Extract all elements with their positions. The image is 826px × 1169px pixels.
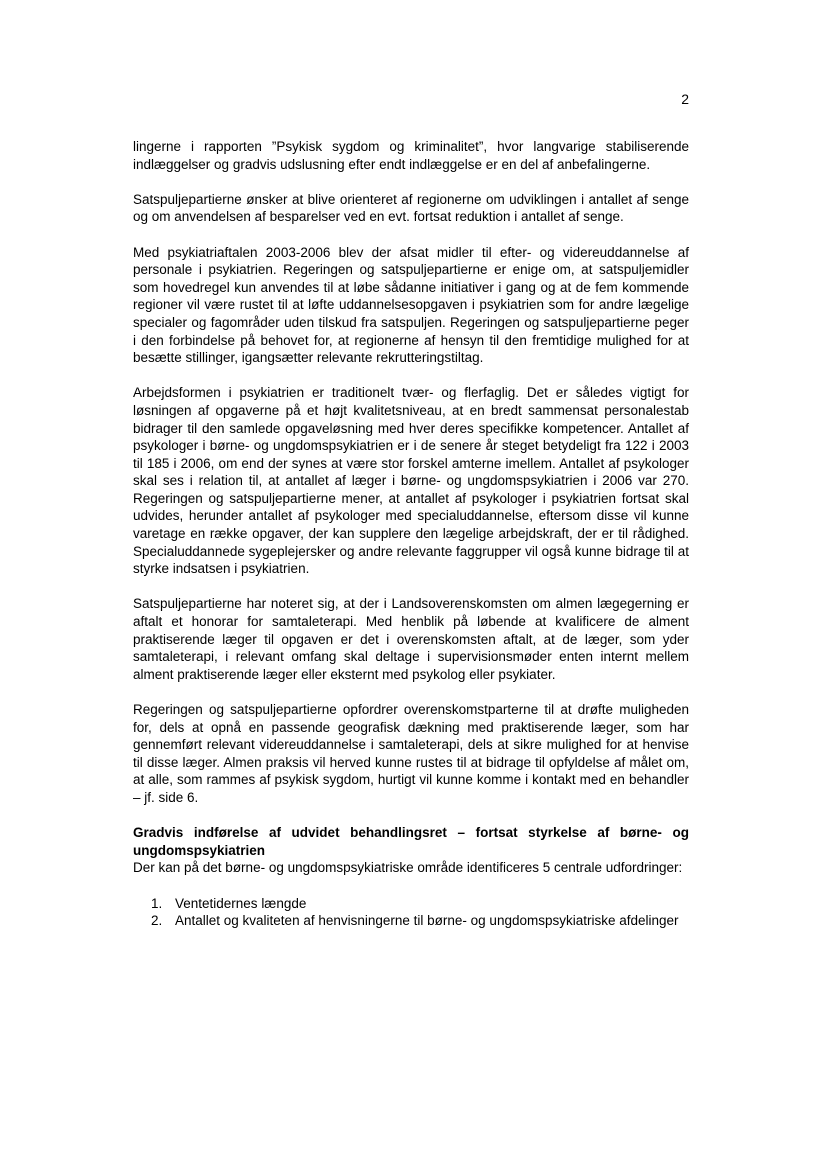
paragraph-5: Satspuljepartierne har noteret sig, at der i Landsoverenskomsten om almen lægegerning er aftalt et honorar for samtaleterapi. Med henblik på løbende at kvalificere de alment praktiserende læger til opgaven er det i overenskomsten aftalt, at de læger, som yder samtaleterapi, i relevant omfang skal deltage i supervisionsmøder enten internt mellem alment praktiserende læger eller eksternt med psykolog eller psykiater. bbox=[133, 596, 689, 682]
document-body bbox=[133, 138, 689, 930]
challenges-list bbox=[133, 895, 689, 930]
section-intro: Der kan på det børne- og ungdomspsykiatriske område identificeres 5 centrale udfordringer: bbox=[133, 860, 683, 876]
section-heading: Gradvis indførelse af udvidet behandlingsret – fortsat styrkelse af børne- og ungdomspsykiatrien bbox=[133, 825, 689, 858]
document-page bbox=[133, 0, 689, 1169]
list-item-number: 2. bbox=[151, 913, 163, 929]
list-item-text: Ventetidernes længde bbox=[175, 895, 307, 911]
paragraph-6: Regeringen og satspuljepartierne opfordrer overenskomstparterne til at drøfte muligheden for, dels at opnå en passende geografisk dækning med praktiserende læger, som har gennemført relevant videreuddannelse i samtaleterapi, dels at sikre mulighed for at henvise til disse læger. Almen praksis vil herved kunne rustes til at bidrage til opfyldelse af målet om, at alle, som rammes af psykisk sygdom, hurtigt vil kunne komme i kontakt med en behandler – jf. side 6. bbox=[133, 702, 689, 805]
paragraph-4: Arbejdsformen i psykiatrien er traditionelt tvær- og flerfaglig. Det er således vigtigt for løsningen af opgaverne på et højt kvalitetsniveau, at en bredt sammensat personalestab bidrager til den samlede opgaveløsning med hver deres specifikke kompetencer. Antallet af psykologer i børne- og ungdomspsykiatrien er i de senere år steget betydeligt fra 122 i 2003 til 185 i 2006, om end der synes at være stor forskel amterne imellem. Antallet af psykologer skal ses i relation til, at antallet af læger i børne- og ungdomspsykiatrien i 2006 var 270. Regeringen og satspuljepartierne mener, at antallet af psykologer i psykiatrien fortsat skal udvides, herunder antallet af psykologer med specialuddannelse, eftersom disse vil kunne varetage en række opgaver, der kan supplere den lægelige arbejdskraft, der er til rådighed. Specialuddannede sygeplejersker og andre relevante faggrupper vil også kunne bidrage til at styrke indsatsen i psykiatrien. bbox=[133, 385, 689, 577]
paragraph-1: lingerne i rapporten ”Psykisk sygdom og kriminalitet”, hvor langvarige stabiliserende indlæggelser og gradvis udslusning efter endt indlæggelse er en del af anbefalingerne. bbox=[133, 139, 689, 172]
paragraph-2: Satspuljepartierne ønsker at blive orienteret af regionerne om udviklingen i antallet af senge og om anvendelsen af besparelser ved en evt. fortsat reduktion i antallet af senge. bbox=[133, 191, 689, 225]
list-item bbox=[151, 895, 689, 913]
list-item bbox=[151, 912, 689, 930]
list-item-text: Antallet og kvaliteten af henvisningerne til børne- og ungdomspsykiatriske afdelinger bbox=[175, 913, 679, 929]
list-item-number: 1. bbox=[151, 895, 163, 911]
page-number: 2 bbox=[681, 91, 689, 107]
paragraph-3: Med psykiatriaftalen 2003-2006 blev der afsat midler til efter- og videreuddannelse af personale i psykiatrien. Regeringen og satspuljepartierne er enige om, at satspuljemidler som hovedregel kun anvendes til at løbe sådanne initiativer i gang og at de fem kommende regioner vil være rustet til at løfte uddannelsesopgaven i psykiatrien som for andre lægelige specialer og fagområder uden tilskud fra satspuljen. Regeringen og satspuljepartierne peger i den forbindelse på behovet for, at regionerne af hensyn til den fremtidige mulighed for at besætte stillinger, igangsætter relevante rekrutteringstiltag. bbox=[133, 244, 689, 366]
